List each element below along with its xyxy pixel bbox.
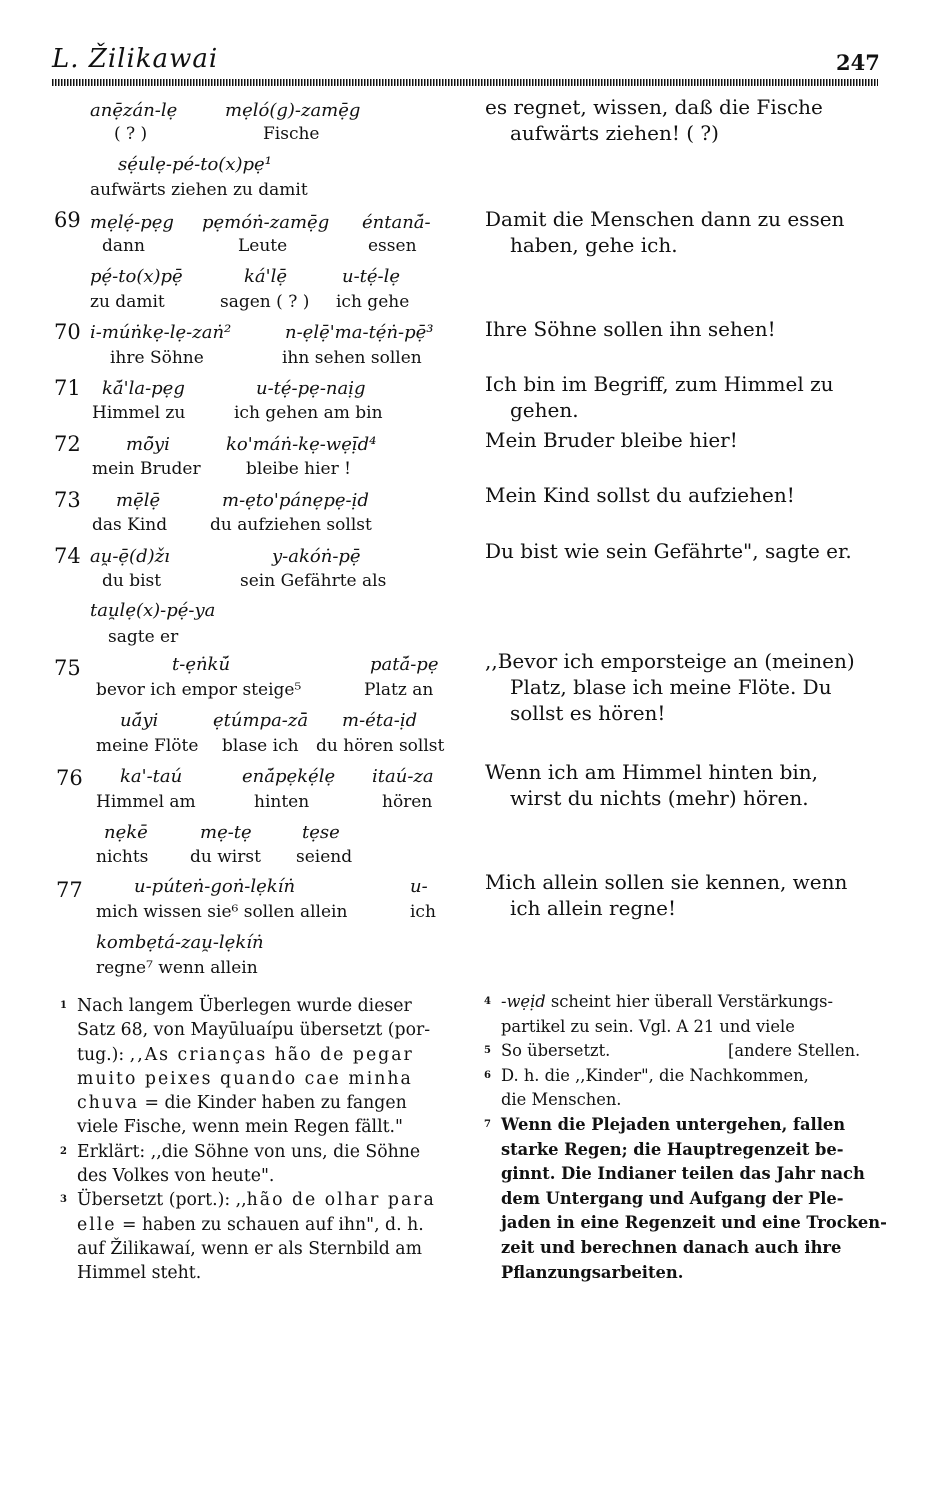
footnote-line: viele Fische, wenn mein Regen fällt." [77, 1117, 403, 1138]
footnote-line: Nach langem Überlegen wurde dieser [77, 996, 412, 1016]
header-rule [52, 79, 878, 86]
footnote-marker: 3 [60, 1194, 67, 1206]
line-number: 70 [54, 320, 81, 344]
native-word: mẹ-tẹ [200, 822, 252, 843]
native-word: u-púteṅ-goṅ-lẹkíṅ [134, 876, 296, 897]
native-word: ká'lẹ̄ [244, 266, 287, 287]
translation-line: Platz, blase ich meine Flöte. Du [510, 675, 832, 699]
translation-block [485, 538, 852, 564]
native-word: pẹ́-to(x)pẹ̄ [90, 266, 183, 287]
line-number: 77 [56, 878, 83, 902]
footnote-text: So übersetzt. [501, 1041, 611, 1061]
gloss-word: nichts [96, 847, 149, 867]
footnote-line [501, 1039, 888, 1064]
footnote-line: Satz 68, von Mayūluaípu übersetzt (por- [77, 1020, 431, 1041]
footnote-line [501, 990, 888, 1015]
translation-block [485, 759, 818, 811]
native-word: tau̯lẹ(x)-pẹ́-ya [90, 600, 216, 621]
footnote-continuation: [andere Stellen. [728, 1041, 861, 1061]
gloss-word: sein Gefährte als [240, 571, 387, 591]
native-word: mẹ̄lẹ̄ [116, 490, 161, 511]
footnote-marker: 6 [484, 1069, 491, 1081]
translation-block [485, 94, 823, 146]
footnote-line: Wenn die Plejaden untergehen, fallen [501, 1114, 846, 1134]
translation-line: Ihre Söhne sollen ihn sehen! [485, 317, 776, 341]
gloss-word: Himmel am [96, 792, 196, 812]
native-word: itaú-za [372, 766, 434, 787]
native-word: kombẹtá-zau̯-lẹkíṅ [96, 932, 264, 953]
native-word: nẹkē [104, 822, 148, 843]
gloss-word: dann [102, 236, 145, 256]
gloss-word: ich gehe [336, 292, 410, 312]
translation-line: gehen. [510, 398, 579, 422]
native-word: ko'máṅ-kẹ-wẹị̄d⁴ [226, 434, 377, 455]
footnote-line: Himmel steht. [77, 1263, 202, 1284]
portuguese-quote: hão de olhar para [246, 1190, 436, 1211]
native-word: mō̃yi [126, 434, 170, 455]
native-word: tẹse [302, 822, 340, 843]
native-word: n-ẹlẹ̄'ma-tẹ́ṅ-pẹ̄³ [285, 322, 434, 343]
gloss-word: regne⁷ wenn allein [96, 958, 258, 978]
gloss-word: Leute [238, 236, 288, 256]
native-word: kā́'la-pẹg [102, 378, 185, 399]
gloss-word: seiend [296, 847, 353, 867]
footnote-line [77, 1043, 460, 1067]
translation-line: Du bist wie sein Gefährte", sagte er. [485, 539, 852, 563]
footnote-line: des Volkes von heute". [77, 1166, 275, 1187]
line-number: 69 [54, 208, 81, 232]
native-word: mẹló(g)-zamẹ̄g [225, 100, 361, 121]
line-number: 72 [54, 432, 81, 456]
native-word: u-tẹ́-lẹ [342, 266, 401, 287]
footnote-text: = haben zu schauen auf ihn", d. h. [116, 1214, 424, 1235]
footnote-text: = die Kinder haben zu fangen [139, 1093, 407, 1114]
native-word: ẹtúmpa-zā̄ [213, 710, 309, 731]
footnote-4 [484, 990, 888, 1039]
translation-line: sollst es hören! [510, 701, 666, 725]
gloss-word: hinten [254, 792, 310, 812]
footnote-3 [60, 1188, 460, 1285]
translation-line: haben, gehe ich. [510, 233, 678, 257]
gloss-word: mich wissen sie⁶ sollen allein [96, 902, 348, 922]
footnote-text: tug.): [77, 1044, 125, 1065]
gloss-word: du hören sollst [316, 736, 445, 756]
line-number: 71 [54, 376, 81, 400]
native-word: anẹ̄zán-lẹ [90, 100, 178, 121]
native-word: uā́yi [120, 710, 159, 731]
gloss-word: ( ? ) [114, 124, 148, 144]
translation-line: Mein Bruder bleibe hier! [485, 428, 738, 452]
translation-line: Damit die Menschen dann zu essen [485, 207, 845, 231]
footnote-5 [484, 1039, 888, 1064]
gloss-word: sagen ( ? ) [220, 292, 310, 312]
footnote-marker: 1 [60, 1000, 67, 1011]
footnote-line: D. h. die ,,Kinder", die Nachkommen, [501, 1065, 809, 1085]
line-number: 73 [54, 488, 81, 512]
native-word: m-éta-ịd [342, 710, 418, 731]
translation-block [485, 371, 834, 423]
gloss-word: essen [368, 236, 417, 256]
translation-block [485, 482, 795, 508]
translation-block [485, 316, 776, 342]
footnote-line: dem Untergang und Aufgang der Ple- [501, 1188, 844, 1208]
footnote-7 [484, 1113, 888, 1285]
gloss-word: Himmel zu [92, 403, 186, 423]
footnote-line: partikel zu sein. Vgl. A 21 und viele [501, 1016, 795, 1036]
gloss-word: ich [410, 902, 436, 922]
footnote-6 [484, 1064, 888, 1113]
native-word: t-ẹṅkū́ [172, 654, 231, 675]
native-term: -wẹịd [501, 992, 546, 1011]
page-number: 247 [836, 50, 880, 75]
line-number: 74 [54, 544, 81, 568]
footnote-line: jaden in eine Regenzeit und eine Trocken- [501, 1213, 887, 1233]
footnote-line: zeit und berechnen danach auch ihre [501, 1237, 842, 1257]
native-word: pẹmóṅ-zamẹ̄g [202, 212, 330, 233]
native-word: enā́pẹkẹ́lẹ [242, 766, 336, 787]
native-word: sẹ́ulẹ-pé-to(x)pẹ¹ [118, 154, 272, 175]
gloss-word: zu damit [90, 292, 165, 312]
footnote-line [77, 1213, 460, 1237]
gloss-word: bevor ich empor steige⁵ [96, 680, 302, 700]
translation-line: Ich bin im Begriff, zum Himmel zu [485, 372, 834, 396]
translation-block [485, 648, 855, 726]
native-word: ka'-taú [120, 766, 183, 787]
native-word: u-tẹ́-pẹ-naịg [256, 378, 366, 399]
footnotes-right [484, 990, 888, 1285]
gloss-word: aufwärts ziehen zu damit [90, 180, 308, 200]
translation-block [485, 206, 844, 258]
footnote-line: Pflanzungsarbeiten. [501, 1262, 684, 1282]
native-word: éntanā́- [362, 212, 431, 233]
footnote-line: muito peixes quando cae minha [77, 1068, 413, 1089]
gloss-word: du bist [102, 571, 162, 591]
translation-block [485, 869, 847, 921]
gloss-word: das Kind [92, 515, 168, 535]
gloss-word: hören [382, 792, 433, 812]
footnote-line [77, 1091, 460, 1115]
translation-line: Mich allein sollen sie kennen, wenn [485, 870, 848, 894]
translation-line: ,,Bevor ich emporsteige an (meinen) [485, 649, 855, 673]
native-word: m-ẹto'pánẹpẹ-ịd [222, 490, 369, 511]
translation-line: Wenn ich am Himmel hinten bin, [485, 760, 819, 784]
footnote-line: ginnt. Die Indianer teilen das Jahr nach [501, 1164, 865, 1184]
translation-line: wirst du nichts (mehr) hören. [510, 786, 809, 810]
footnote-marker: 2 [60, 1145, 67, 1157]
portuguese-quote: ,,As crianças hão de pegar [129, 1044, 414, 1065]
running-head-title: L. Žilikawai [52, 44, 219, 74]
footnote-line [77, 1188, 460, 1212]
translation-line: es regnet, wissen, daß die Fische [485, 95, 823, 119]
footnotes-left [60, 994, 460, 1286]
portuguese-quote: chuva [77, 1093, 140, 1114]
gloss-word: sagte er [108, 627, 179, 647]
gloss-word: meine Flöte [96, 736, 199, 756]
translation-line: Mein Kind sollst du aufziehen! [485, 483, 795, 507]
footnote-line: die Menschen. [501, 1090, 622, 1110]
native-word: patā́-pẹ [370, 654, 439, 675]
translation-line: ich allein regne! [510, 896, 676, 920]
translation-line: aufwärts ziehen! ( ?) [510, 121, 719, 145]
footnote-1 [60, 994, 460, 1140]
translation-block [485, 427, 738, 453]
gloss-word: mein Bruder [92, 459, 201, 479]
native-word: mẹlẹ́-pẹg [90, 212, 174, 233]
footnote-marker: 4 [484, 996, 491, 1007]
portuguese-quote: elle [77, 1214, 117, 1235]
gloss-word: Fische [263, 124, 320, 144]
footnote-2 [60, 1140, 460, 1189]
footnote-line: starke Regen; die Hauptregenzeit be- [501, 1139, 844, 1159]
native-word: y-akóṅ-pẹ̄ [272, 546, 361, 567]
footnote-line: Erklärt: ,,die Söhne von uns, die Söhne [77, 1141, 421, 1162]
gloss-word: Platz an [364, 680, 434, 700]
gloss-word: du wirst [190, 847, 261, 867]
native-word: i-múṅkẹ-lẹ-zaṅ² [90, 322, 232, 343]
gloss-word: ich gehen am bin [234, 403, 383, 423]
footnote-text: scheint hier überall Verstärkungs- [545, 992, 833, 1011]
gloss-word: ihre Söhne [110, 348, 204, 368]
native-word: u- [410, 876, 428, 897]
line-number: 75 [54, 656, 81, 680]
native-word: au̯-ẹ̄(d)žı [90, 546, 170, 567]
footnote-text: Übersetzt (port.): ,, [77, 1190, 247, 1211]
footnote-marker: 5 [484, 1045, 491, 1057]
gloss-word: ihn sehen sollen [282, 348, 422, 368]
footnote-marker: 7 [484, 1118, 491, 1130]
gloss-word: blase ich [222, 736, 299, 756]
gloss-word: bleibe hier ! [246, 459, 351, 479]
gloss-word: du aufziehen sollst [210, 515, 372, 535]
line-number: 76 [56, 766, 83, 790]
footnote-line: auf Žilikawaí, wenn er als Sternbild am [77, 1238, 423, 1259]
